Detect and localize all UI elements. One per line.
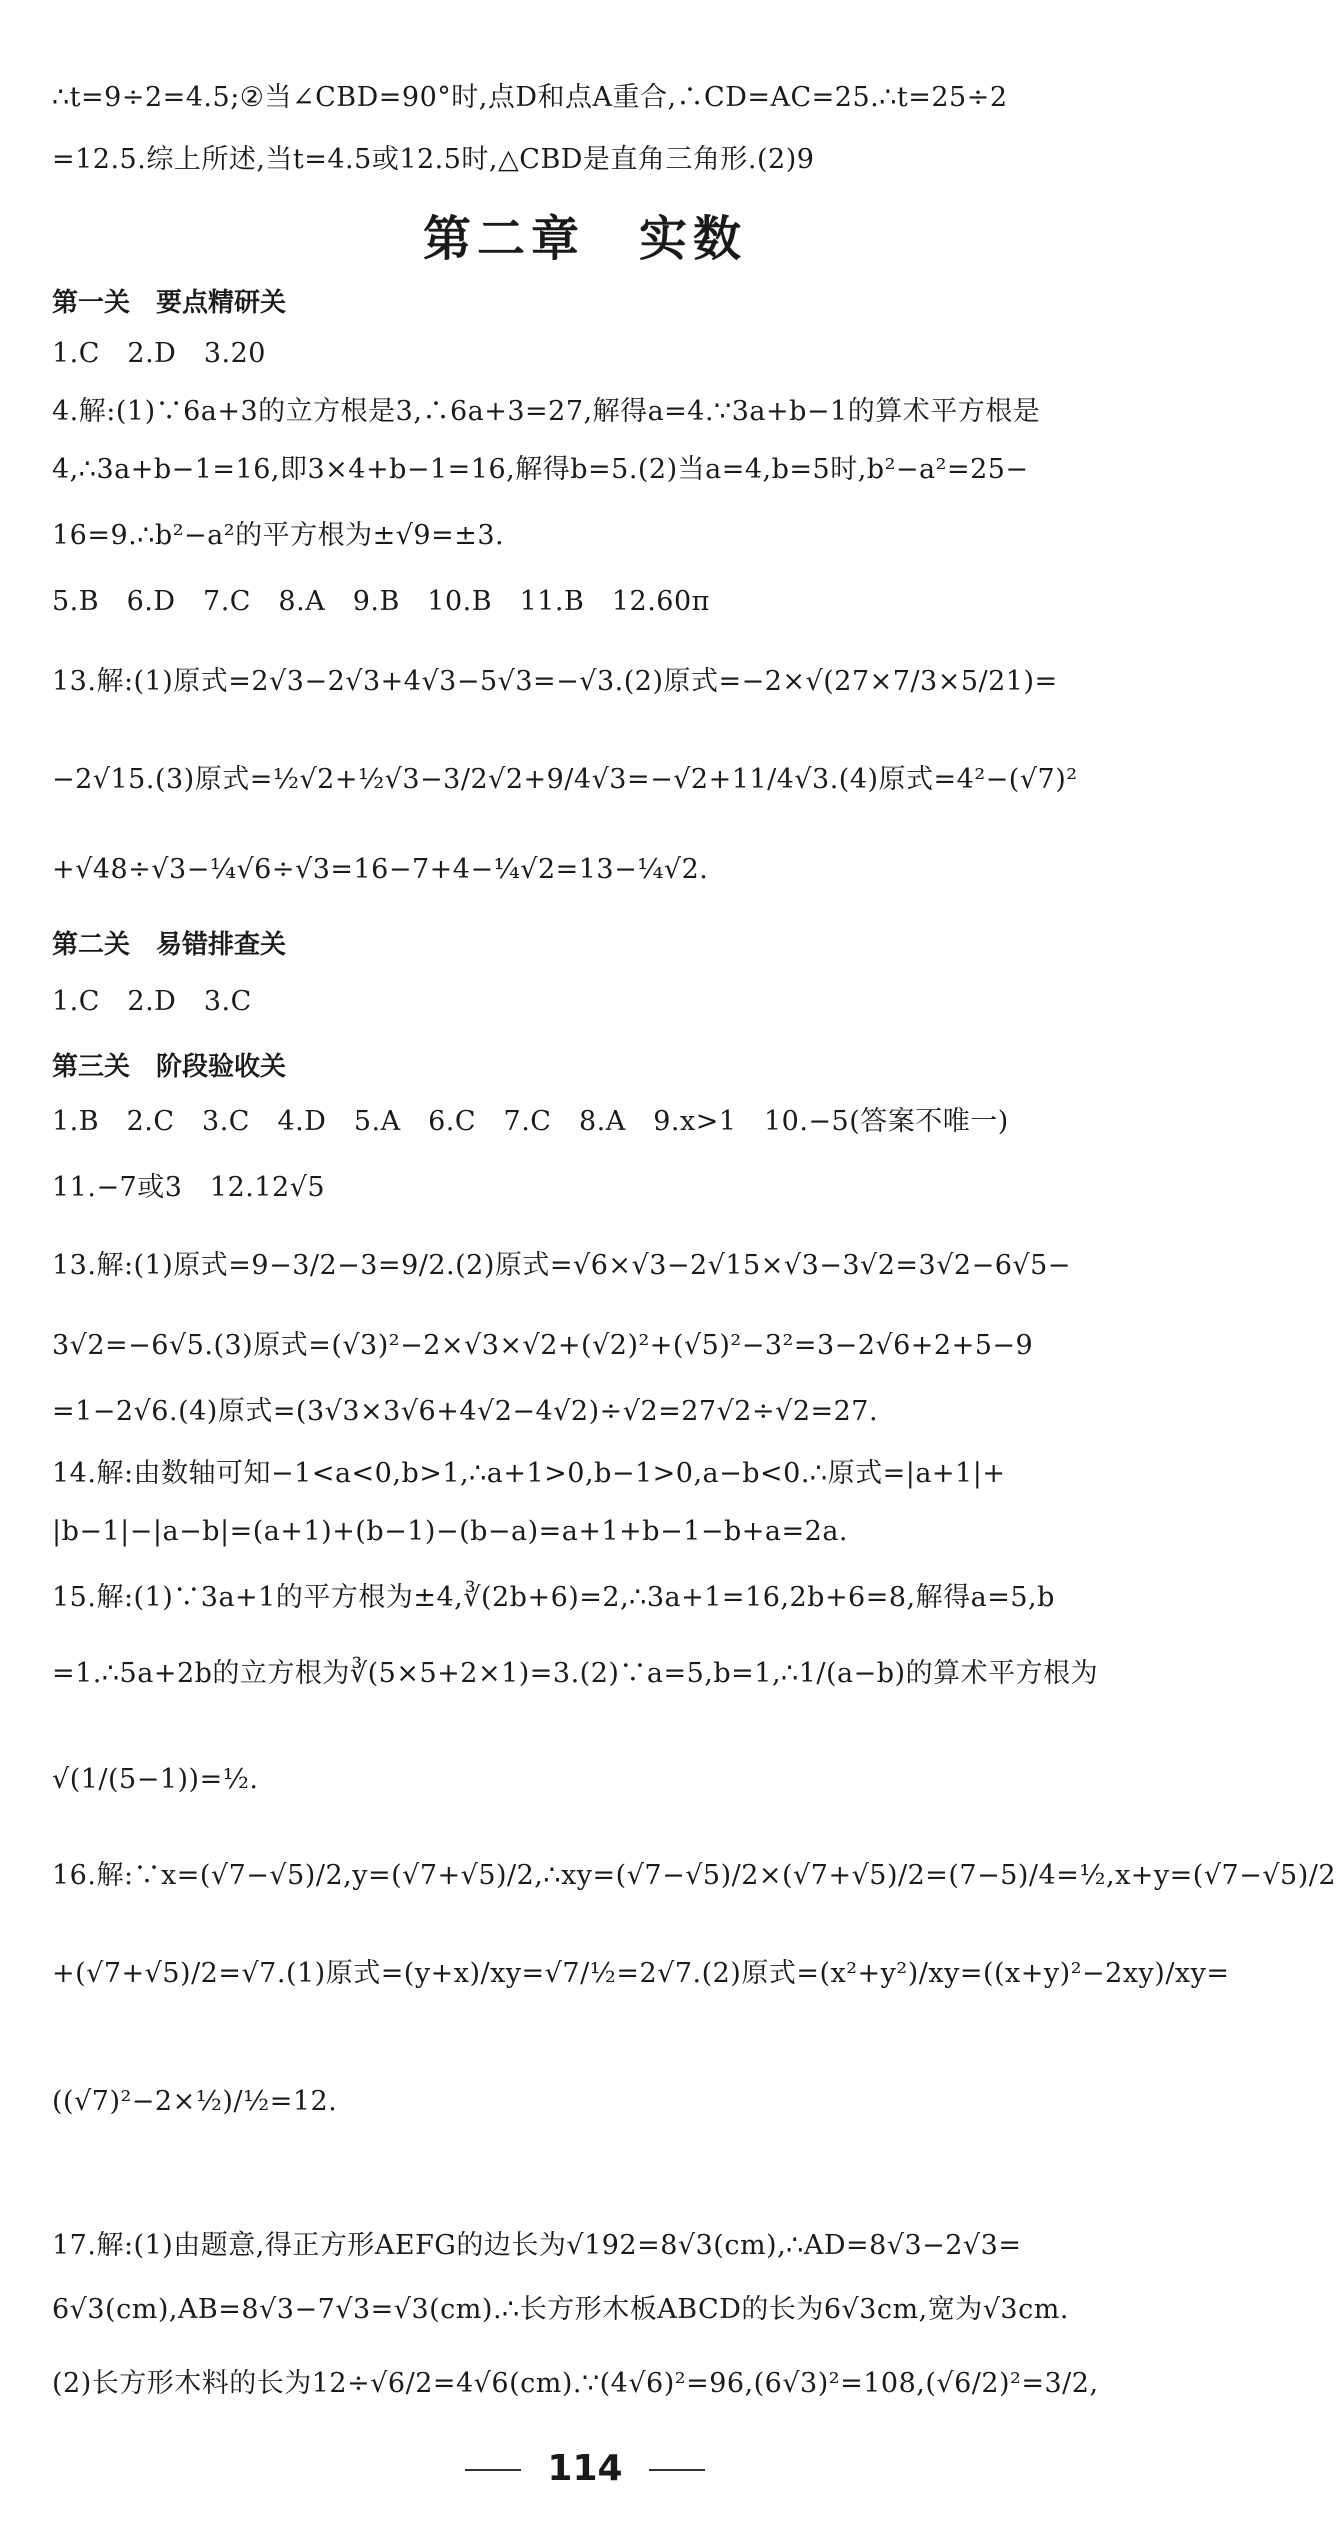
text-line: (2)长方形木料的长为12÷√6/2=4√6(cm).∵(4√6)²=96,(6√3)²=108,(√6/2)²=3/2,	[52, 2368, 1099, 2399]
text-line: 13.解:(1)原式=2√3−2√3+4√3−5√3=−√3.(2)原式=−2×√(27×7/3×5/21)=	[52, 666, 1058, 697]
section-heading: 第三关 阶段验收关	[52, 1052, 287, 1082]
text-line: =1.∴5a+2b的立方根为∛(5×5+2×1)=3.(2)∵a=5,b=1,∴1/(a−b)的算术平方根为	[52, 1658, 1099, 1689]
text-line: 13.解:(1)原式=9−3/2−3=9/2.(2)原式=√6×√3−2√15×√3−3√2=3√2−6√5−	[52, 1250, 1071, 1281]
page-number	[0, 2448, 1170, 2489]
text-line: 1.B 2.C 3.C 4.D 5.A 6.C 7.C 8.A 9.x>1 10.−5(答案不唯一)	[52, 1106, 1009, 1137]
chapter-title: 第二章 实数	[422, 211, 747, 267]
text-line: 1.C 2.D 3.C	[52, 986, 252, 1017]
section-heading: 第二关 易错排查关	[52, 930, 287, 960]
text-line: √(1/(5−1))=½.	[52, 1764, 259, 1795]
page-number-text: 114	[547, 2448, 623, 2489]
text-line: 15.解:(1)∵3a+1的平方根为±4,∛(2b+6)=2,∴3a+1=16,2b+6=8,解得a=5,b	[52, 1582, 1055, 1613]
text-line: |b−1|−|a−b|=(a+1)+(b−1)−(b−a)=a+1+b−1−b+a=2a.	[52, 1516, 848, 1547]
text-line: ((√7)²−2×½)/½=12.	[52, 2086, 338, 2117]
divider	[465, 2469, 521, 2471]
text-line: =12.5.综上所述,当t=4.5或12.5时,△CBD是直角三角形.(2)9	[52, 144, 815, 175]
text-line: 6√3(cm),AB=8√3−7√3=√3(cm).∴长方形木板ABCD的长为6√3cm,宽为√3cm.	[52, 2294, 1069, 2325]
text-line: 4,∴3a+b−1=16,即3×4+b−1=16,解得b=5.(2)当a=4,b=5时,b²−a²=25−	[52, 454, 1029, 485]
text-line: ∴t=9÷2=4.5;②当∠CBD=90°时,点D和点A重合,∴CD=AC=25.∴t=25÷2	[52, 82, 1008, 113]
text-line: 1.C 2.D 3.20	[52, 338, 266, 369]
text-line: 16.解:∵x=(√7−√5)/2,y=(√7+√5)/2,∴xy=(√7−√5)/2×(√7+√5)/2=(7−5)/4=½,x+y=(√7−√5)/2	[52, 1860, 1336, 1891]
text-line: 4.解:(1)∵6a+3的立方根是3,∴6a+3=27,解得a=4.∵3a+b−1的算术平方根是	[52, 396, 1041, 427]
section-heading: 第一关 要点精研关	[52, 288, 287, 318]
text-line: =1−2√6.(4)原式=(3√3×3√6+4√2−4√2)÷√2=27√2÷√2=27.	[52, 1396, 879, 1427]
text-line: +(√7+√5)/2=√7.(1)原式=(y+x)/xy=√7/½=2√7.(2)原式=(x²+y²)/xy=((x+y)²−2xy)/xy=	[52, 1958, 1230, 1989]
text-line: −2√15.(3)原式=½√2+½√3−3/2√2+9/4√3=−√2+11/4√3.(4)原式=4²−(√7)²	[52, 764, 1078, 795]
text-line: 16=9.∴b²−a²的平方根为±√9=±3.	[52, 520, 505, 551]
text-line: +√48÷√3−¼√6÷√3=16−7+4−¼√2=13−¼√2.	[52, 854, 709, 885]
text-line: 14.解:由数轴可知−1<a<0,b>1,∴a+1>0,b−1>0,a−b<0.∴原式=|a+1|+	[52, 1458, 1006, 1489]
text-line: 11.−7或3 12.12√5	[52, 1172, 326, 1203]
text-line: 3√2=−6√5.(3)原式=(√3)²−2×√3×√2+(√2)²+(√5)²−3²=3−2√6+2+5−9	[52, 1330, 1034, 1361]
text-line: 5.B 6.D 7.C 8.A 9.B 10.B 11.B 12.60π	[52, 586, 710, 617]
divider	[649, 2469, 705, 2471]
text-line: 17.解:(1)由题意,得正方形AEFG的边长为√192=8√3(cm),∴AD=8√3−2√3=	[52, 2230, 1022, 2261]
